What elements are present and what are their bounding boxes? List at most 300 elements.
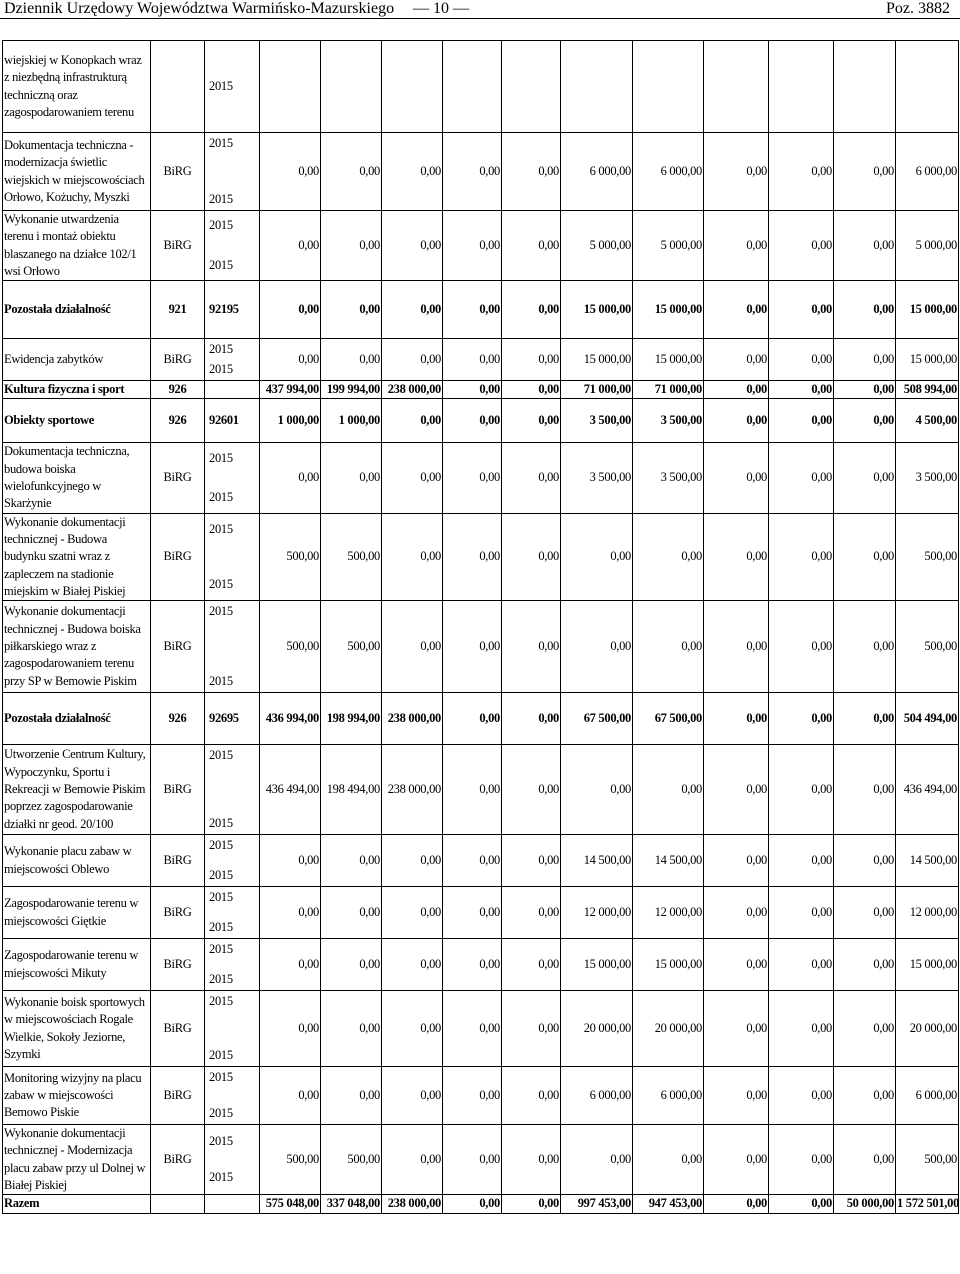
amount-cell: 0,00 <box>443 601 502 693</box>
amount-cell <box>769 41 834 133</box>
period-start: 2015 <box>209 136 233 151</box>
amount-cell: 0,00 <box>321 939 382 991</box>
amount-cell: 0,00 <box>260 991 321 1067</box>
amount-cell: 0,00 <box>443 1125 502 1195</box>
table-row <box>3 133 959 211</box>
amount-cell: 500,00 <box>321 1125 382 1195</box>
table-row <box>3 281 959 339</box>
amount-cell: 238 000,00 <box>382 693 443 745</box>
unit-cell: BiRG <box>151 1067 205 1125</box>
amount-cell: 1 000,00 <box>260 399 321 443</box>
amount-cell: 0,00 <box>633 745 704 835</box>
amount-cell <box>443 41 502 133</box>
amount-cell: 3 500,00 <box>633 399 704 443</box>
table-row <box>3 991 959 1067</box>
period-cell <box>205 1067 260 1125</box>
task-name: Wykonanie dokumentacji technicznej - Budowa boiska piłkarskiego wraz z zagospodarowaniem terenu przy SP w Bemowie Piskim <box>3 601 151 693</box>
period-start: 2015 <box>209 521 233 536</box>
amount-cell: 0,00 <box>260 835 321 887</box>
unit-cell: BiRG <box>151 513 205 600</box>
amount-cell: 0,00 <box>502 281 561 339</box>
amount-cell: 0,00 <box>260 887 321 939</box>
page-header <box>0 0 960 38</box>
amount-cell: 0,00 <box>321 211 382 281</box>
amount-cell: 0,00 <box>834 991 896 1067</box>
unit-cell: BiRG <box>151 133 205 211</box>
period-start: 92601 <box>209 413 239 428</box>
table-row <box>3 211 959 281</box>
amount-cell: 337 048,00 <box>321 1195 382 1213</box>
period-cell <box>205 745 260 835</box>
amount-cell: 0,00 <box>561 601 633 693</box>
amount-cell: 0,00 <box>834 381 896 399</box>
amount-cell: 0,00 <box>260 211 321 281</box>
page-number: — 10 — <box>413 0 469 17</box>
amount-cell: 67 500,00 <box>561 693 633 745</box>
unit-cell: BiRG <box>151 887 205 939</box>
period-start: 2015 <box>209 218 233 233</box>
task-name: Pozostała działalność <box>3 281 151 339</box>
amount-cell: 15 000,00 <box>561 281 633 339</box>
amount-cell: 0,00 <box>443 693 502 745</box>
amount-cell: 0,00 <box>502 601 561 693</box>
amount-cell: 436 994,00 <box>260 693 321 745</box>
amount-cell: 0,00 <box>704 513 769 600</box>
table-row <box>3 693 959 745</box>
amount-cell: 0,00 <box>321 1067 382 1125</box>
amount-cell: 0,00 <box>502 211 561 281</box>
amount-cell: 238 000,00 <box>382 381 443 399</box>
amount-cell: 15 000,00 <box>633 939 704 991</box>
table-row <box>3 339 959 381</box>
amount-cell: 436 494,00 <box>260 745 321 835</box>
amount-cell: 14 500,00 <box>561 835 633 887</box>
amount-cell: 15 000,00 <box>896 939 959 991</box>
amount-cell: 0,00 <box>769 939 834 991</box>
period-end: 2015 <box>209 1105 233 1120</box>
amount-cell: 0,00 <box>561 513 633 600</box>
amount-cell: 0,00 <box>704 601 769 693</box>
amount-cell: 238 000,00 <box>382 1195 443 1213</box>
amount-cell: 3 500,00 <box>561 443 633 513</box>
amount-cell: 0,00 <box>769 399 834 443</box>
section-code <box>151 1195 205 1213</box>
amount-cell: 0,00 <box>443 939 502 991</box>
amount-cell: 0,00 <box>834 211 896 281</box>
table-row <box>3 513 959 600</box>
amount-cell: 0,00 <box>443 399 502 443</box>
amount-cell: 12 000,00 <box>633 887 704 939</box>
section-code <box>151 41 205 133</box>
amount-cell: 947 453,00 <box>633 1195 704 1213</box>
period-cell <box>205 1125 260 1195</box>
amount-cell: 0,00 <box>502 1125 561 1195</box>
period-cell <box>205 835 260 887</box>
amount-cell: 0,00 <box>321 281 382 339</box>
task-name: Wykonanie boisk sportowych w miejscowościach Rogale Wielkie, Sokoły Jeziorne, Szymki <box>3 991 151 1067</box>
period-start: 2015 <box>209 78 233 93</box>
period-cell <box>205 41 260 133</box>
unit-cell: BiRG <box>151 835 205 887</box>
period-cell <box>205 211 260 281</box>
amount-cell: 20 000,00 <box>896 991 959 1067</box>
period-cell <box>205 399 260 443</box>
amount-cell: 0,00 <box>704 991 769 1067</box>
amount-cell: 0,00 <box>382 399 443 443</box>
amount-cell: 0,00 <box>443 339 502 381</box>
period-end: 2015 <box>209 673 233 688</box>
amount-cell: 0,00 <box>834 339 896 381</box>
amount-cell: 0,00 <box>382 939 443 991</box>
amount-cell: 3 500,00 <box>633 443 704 513</box>
amount-cell: 15 000,00 <box>633 281 704 339</box>
amount-cell: 0,00 <box>704 281 769 339</box>
amount-cell: 6 000,00 <box>561 1067 633 1125</box>
amount-cell: 0,00 <box>382 513 443 600</box>
section-code: 926 <box>151 693 205 745</box>
task-name: Razem <box>3 1195 151 1213</box>
amount-cell: 0,00 <box>382 281 443 339</box>
amount-cell: 0,00 <box>834 745 896 835</box>
amount-cell: 0,00 <box>502 991 561 1067</box>
amount-cell: 0,00 <box>443 281 502 339</box>
amount-cell: 0,00 <box>502 399 561 443</box>
period-start: 2015 <box>209 748 233 763</box>
amount-cell: 15 000,00 <box>896 281 959 339</box>
amount-cell: 0,00 <box>704 1067 769 1125</box>
period-end: 2015 <box>209 361 233 376</box>
amount-cell: 0,00 <box>260 133 321 211</box>
amount-cell: 0,00 <box>834 133 896 211</box>
amount-cell: 0,00 <box>502 745 561 835</box>
amount-cell: 0,00 <box>769 835 834 887</box>
amount-cell <box>321 41 382 133</box>
amount-cell: 0,00 <box>769 211 834 281</box>
amount-cell: 0,00 <box>704 939 769 991</box>
table-row <box>3 41 959 133</box>
amount-cell: 1 572 501,00 <box>896 1195 959 1213</box>
unit-cell: BiRG <box>151 443 205 513</box>
amount-cell: 0,00 <box>834 281 896 339</box>
period-start: 92195 <box>209 302 239 317</box>
task-name: Monitoring wizyjny na placu zabaw w miejscowości Bemowo Piskie <box>3 1067 151 1125</box>
amount-cell: 198 494,00 <box>321 745 382 835</box>
period-end: 2015 <box>209 257 233 272</box>
amount-cell: 500,00 <box>896 513 959 600</box>
task-name: wiejskiej w Konopkach wraz z niezbędną infrastrukturą techniczną oraz zagospodarowaniem terenu <box>3 41 151 133</box>
amount-cell: 0,00 <box>321 887 382 939</box>
amount-cell: 3 500,00 <box>896 443 959 513</box>
amount-cell: 0,00 <box>382 133 443 211</box>
table-row <box>3 1195 959 1213</box>
task-name: Wykonanie dokumentacji technicznej - Modernizacja placu zabaw przy ul Dolnej w Białej Piskiej <box>3 1125 151 1195</box>
budget-table <box>2 40 959 1214</box>
task-name: Obiekty sportowe <box>3 399 151 443</box>
amount-cell: 0,00 <box>502 887 561 939</box>
period-start: 2015 <box>209 450 233 465</box>
amount-cell: 0,00 <box>502 339 561 381</box>
task-name: Kultura fizyczna i sport <box>3 381 151 399</box>
amount-cell: 0,00 <box>561 1125 633 1195</box>
amount-cell: 0,00 <box>834 513 896 600</box>
amount-cell: 0,00 <box>769 991 834 1067</box>
amount-cell: 0,00 <box>382 443 443 513</box>
table-row <box>3 1067 959 1125</box>
section-code: 926 <box>151 381 205 399</box>
amount-cell: 500,00 <box>260 513 321 600</box>
period-start: 92695 <box>209 711 239 725</box>
period-end: 2015 <box>209 971 233 986</box>
amount-cell: 0,00 <box>443 835 502 887</box>
amount-cell: 0,00 <box>502 1195 561 1213</box>
amount-cell: 238 000,00 <box>382 745 443 835</box>
amount-cell: 15 000,00 <box>896 339 959 381</box>
amount-cell: 0,00 <box>834 399 896 443</box>
amount-cell: 0,00 <box>769 1125 834 1195</box>
amount-cell: 0,00 <box>502 133 561 211</box>
amount-cell: 0,00 <box>502 835 561 887</box>
task-name: Ewidencja zabytków <box>3 339 151 381</box>
amount-cell: 0,00 <box>321 991 382 1067</box>
amount-cell: 0,00 <box>502 513 561 600</box>
amount-cell: 0,00 <box>834 693 896 745</box>
period-end: 2015 <box>209 191 233 206</box>
task-name: Wykonanie dokumentacji technicznej - Budowa budynku szatni wraz z zapleczem na stadionie miejskim w Białej Piskiej <box>3 513 151 600</box>
amount-cell: 5 000,00 <box>896 211 959 281</box>
amount-cell: 0,00 <box>704 443 769 513</box>
amount-cell: 500,00 <box>896 1125 959 1195</box>
table-body <box>3 41 959 1214</box>
period-start: 2015 <box>209 994 233 1009</box>
amount-cell <box>382 41 443 133</box>
amount-cell: 0,00 <box>321 835 382 887</box>
amount-cell: 997 453,00 <box>561 1195 633 1213</box>
amount-cell: 500,00 <box>896 601 959 693</box>
amount-cell: 0,00 <box>633 513 704 600</box>
period-cell <box>205 339 260 381</box>
amount-cell: 0,00 <box>443 381 502 399</box>
amount-cell: 0,00 <box>633 1125 704 1195</box>
table-row <box>3 1125 959 1195</box>
unit-cell: BiRG <box>151 211 205 281</box>
amount-cell: 6 000,00 <box>561 133 633 211</box>
amount-cell: 0,00 <box>834 887 896 939</box>
amount-cell: 500,00 <box>260 1125 321 1195</box>
table-row <box>3 939 959 991</box>
task-name: Zagospodarowanie terenu w miejscowości Giętkie <box>3 887 151 939</box>
period-start: 2015 <box>209 942 233 957</box>
section-code: 921 <box>151 281 205 339</box>
amount-cell: 14 500,00 <box>633 835 704 887</box>
amount-cell: 0,00 <box>769 1195 834 1213</box>
amount-cell: 0,00 <box>321 443 382 513</box>
amount-cell: 0,00 <box>834 1125 896 1195</box>
amount-cell: 508 994,00 <box>896 381 959 399</box>
amount-cell: 12 000,00 <box>561 887 633 939</box>
amount-cell: 5 000,00 <box>633 211 704 281</box>
amount-cell: 0,00 <box>260 281 321 339</box>
period-start: 2015 <box>209 890 233 905</box>
amount-cell: 6 000,00 <box>633 1067 704 1125</box>
period-end: 2015 <box>209 490 233 505</box>
amount-cell: 0,00 <box>769 281 834 339</box>
amount-cell: 0,00 <box>704 1125 769 1195</box>
amount-cell <box>633 41 704 133</box>
unit-cell: BiRG <box>151 991 205 1067</box>
amount-cell: 67 500,00 <box>633 693 704 745</box>
amount-cell: 0,00 <box>704 211 769 281</box>
amount-cell: 15 000,00 <box>633 339 704 381</box>
period-cell <box>205 381 260 399</box>
amount-cell: 0,00 <box>443 133 502 211</box>
unit-cell: BiRG <box>151 745 205 835</box>
period-cell <box>205 513 260 600</box>
amount-cell: 20 000,00 <box>633 991 704 1067</box>
amount-cell: 0,00 <box>382 211 443 281</box>
table-row <box>3 399 959 443</box>
task-name: Zagospodarowanie terenu w miejscowości Mikuty <box>3 939 151 991</box>
amount-cell: 0,00 <box>704 693 769 745</box>
amount-cell: 0,00 <box>382 1067 443 1125</box>
period-cell <box>205 1195 260 1213</box>
amount-cell: 500,00 <box>321 601 382 693</box>
unit-cell: BiRG <box>151 939 205 991</box>
period-cell <box>205 443 260 513</box>
amount-cell: 199 994,00 <box>321 381 382 399</box>
period-cell <box>205 601 260 693</box>
amount-cell: 0,00 <box>769 513 834 600</box>
amount-cell: 0,00 <box>382 887 443 939</box>
section-code: 926 <box>151 399 205 443</box>
task-name: Dokumentacja techniczna - modernizacja świetlic wiejskich w miejscowościach Orłowo, Kożuchy, Myszki <box>3 133 151 211</box>
amount-cell: 14 500,00 <box>896 835 959 887</box>
amount-cell: 6 000,00 <box>633 133 704 211</box>
period-start: 2015 <box>209 342 233 357</box>
amount-cell: 0,00 <box>704 133 769 211</box>
period-start: 2015 <box>209 1070 233 1085</box>
amount-cell: 71 000,00 <box>633 381 704 399</box>
amount-cell: 0,00 <box>502 693 561 745</box>
amount-cell: 0,00 <box>382 601 443 693</box>
period-end: 2015 <box>209 1169 233 1184</box>
table-row <box>3 835 959 887</box>
period-start: 2015 <box>209 604 233 619</box>
amount-cell: 0,00 <box>502 381 561 399</box>
amount-cell: 4 500,00 <box>896 399 959 443</box>
amount-cell: 0,00 <box>769 381 834 399</box>
table-row <box>3 443 959 513</box>
table-row <box>3 745 959 835</box>
journal-title: Dziennik Urzędowy Województwa Warmińsko-Mazurskiego <box>4 0 395 17</box>
amount-cell: 437 994,00 <box>260 381 321 399</box>
amount-cell: 0,00 <box>633 601 704 693</box>
amount-cell: 0,00 <box>443 513 502 600</box>
amount-cell <box>561 41 633 133</box>
amount-cell: 0,00 <box>382 339 443 381</box>
amount-cell: 0,00 <box>502 939 561 991</box>
amount-cell: 0,00 <box>382 835 443 887</box>
task-name: Wykonanie placu zabaw w miejscowości Oblewo <box>3 835 151 887</box>
amount-cell: 436 494,00 <box>896 745 959 835</box>
period-cell <box>205 939 260 991</box>
amount-cell: 0,00 <box>834 1067 896 1125</box>
amount-cell: 0,00 <box>704 381 769 399</box>
amount-cell: 0,00 <box>704 835 769 887</box>
amount-cell: 0,00 <box>834 443 896 513</box>
amount-cell: 50 000,00 <box>834 1195 896 1213</box>
amount-cell: 71 000,00 <box>561 381 633 399</box>
period-cell <box>205 281 260 339</box>
task-name: Pozostała działalność <box>3 693 151 745</box>
amount-cell: 0,00 <box>769 1067 834 1125</box>
amount-cell: 0,00 <box>260 1067 321 1125</box>
amount-cell: 0,00 <box>260 443 321 513</box>
amount-cell: 0,00 <box>834 601 896 693</box>
amount-cell: 0,00 <box>769 133 834 211</box>
amount-cell: 12 000,00 <box>896 887 959 939</box>
amount-cell: 500,00 <box>321 513 382 600</box>
amount-cell <box>834 41 896 133</box>
amount-cell: 0,00 <box>502 1067 561 1125</box>
period-start: 2015 <box>209 838 233 853</box>
amount-cell: 0,00 <box>443 745 502 835</box>
amount-cell: 0,00 <box>704 399 769 443</box>
amount-cell: 0,00 <box>769 693 834 745</box>
task-name: Dokumentacja techniczna, budowa boiska wielofunkcyjnego w Skarżynie <box>3 443 151 513</box>
amount-cell: 0,00 <box>704 339 769 381</box>
amount-cell: 3 500,00 <box>561 399 633 443</box>
amount-cell: 15 000,00 <box>561 939 633 991</box>
table-row <box>3 381 959 399</box>
period-end: 2015 <box>209 1047 233 1062</box>
amount-cell: 0,00 <box>704 745 769 835</box>
amount-cell: 0,00 <box>704 887 769 939</box>
amount-cell: 0,00 <box>502 443 561 513</box>
amount-cell: 575 048,00 <box>260 1195 321 1213</box>
amount-cell <box>260 41 321 133</box>
period-cell <box>205 887 260 939</box>
amount-cell: 6 000,00 <box>896 133 959 211</box>
amount-cell: 0,00 <box>834 835 896 887</box>
amount-cell <box>704 41 769 133</box>
amount-cell: 0,00 <box>321 339 382 381</box>
amount-cell: 6 000,00 <box>896 1067 959 1125</box>
amount-cell: 0,00 <box>769 443 834 513</box>
amount-cell: 0,00 <box>260 339 321 381</box>
amount-cell: 500,00 <box>260 601 321 693</box>
amount-cell: 0,00 <box>704 1195 769 1213</box>
amount-cell: 0,00 <box>834 939 896 991</box>
amount-cell: 0,00 <box>769 601 834 693</box>
period-end: 2015 <box>209 576 233 591</box>
amount-cell: 0,00 <box>321 133 382 211</box>
unit-cell: BiRG <box>151 1125 205 1195</box>
amount-cell: 0,00 <box>443 211 502 281</box>
amount-cell: 0,00 <box>769 339 834 381</box>
amount-cell: 0,00 <box>382 991 443 1067</box>
amount-cell: 198 994,00 <box>321 693 382 745</box>
task-name: Wykonanie utwardzenia terenu i montaż obiektu blaszanego na działce 102/1 wsi Orłowo <box>3 211 151 281</box>
amount-cell: 20 000,00 <box>561 991 633 1067</box>
period-end: 2015 <box>209 815 233 830</box>
amount-cell <box>896 41 959 133</box>
position-number: Poz. 3882 <box>886 0 950 17</box>
task-name: Utworzenie Centrum Kultury, Wypoczynku, Sportu i Rekreacji w Bemowie Piskim poprzez zagospodarowanie działki nr geod. 20/100 <box>3 745 151 835</box>
table-row <box>3 601 959 693</box>
period-start: 2015 <box>209 1134 233 1149</box>
table-row <box>3 887 959 939</box>
period-cell <box>205 991 260 1067</box>
